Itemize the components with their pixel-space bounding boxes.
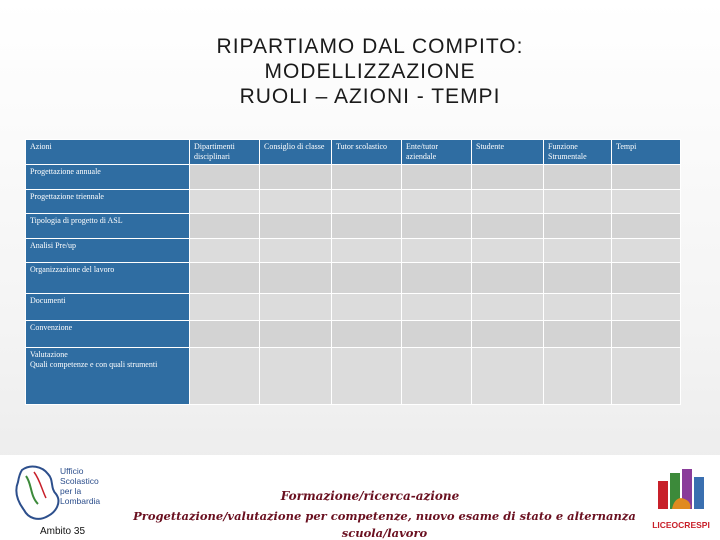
header-studente: Studente xyxy=(472,140,544,165)
table-cell[interactable] xyxy=(472,263,544,294)
table-cell[interactable] xyxy=(544,347,612,404)
liceo-crespi-logo xyxy=(650,465,712,535)
row-label: Analisi Pre/up xyxy=(26,238,190,263)
table-row xyxy=(26,165,681,190)
row-label: Tipologia di progetto di ASL xyxy=(26,214,190,239)
table-cell[interactable] xyxy=(332,320,402,347)
roles-actions-table xyxy=(25,139,681,405)
table-cell[interactable] xyxy=(544,165,612,190)
table-row xyxy=(26,238,681,263)
table-cell[interactable] xyxy=(612,214,681,239)
header-dipartimenti: Dipartimenti disciplinari xyxy=(190,140,260,165)
table-cell[interactable] xyxy=(190,263,260,294)
table-cell[interactable] xyxy=(190,214,260,239)
table-cell[interactable] xyxy=(402,165,472,190)
table-cell[interactable] xyxy=(260,347,332,404)
table-cell[interactable] xyxy=(472,320,544,347)
table-cell[interactable] xyxy=(472,189,544,214)
table-cell[interactable] xyxy=(544,320,612,347)
liceo-caption: LICEOCRESPI xyxy=(652,520,710,530)
table-cell[interactable] xyxy=(472,238,544,263)
table-cell[interactable] xyxy=(332,263,402,294)
table-cell[interactable] xyxy=(190,238,260,263)
table-cell[interactable] xyxy=(332,214,402,239)
header-tutor-scolastico: Tutor scolastico xyxy=(332,140,402,165)
row-label: Progettazione annuale xyxy=(26,165,190,190)
table-row xyxy=(26,263,681,294)
table-cell[interactable] xyxy=(190,189,260,214)
table-cell[interactable] xyxy=(402,320,472,347)
table-cell[interactable] xyxy=(544,294,612,321)
ufficio-line-3: per la xyxy=(60,486,82,496)
ufficio-scolastico-text xyxy=(60,466,120,506)
table-cell[interactable] xyxy=(612,189,681,214)
header-azioni: Azioni xyxy=(26,140,190,165)
row-label: Convenzione xyxy=(26,320,190,347)
table-cell[interactable] xyxy=(612,165,681,190)
table-cell[interactable] xyxy=(402,347,472,404)
footer-subheading: Progettazione/valutazione per competenze, nuovo esame di stato e alternanza scuola/lavoro xyxy=(133,509,636,540)
table-cell[interactable] xyxy=(612,347,681,404)
table-cell[interactable] xyxy=(332,189,402,214)
table-cell[interactable] xyxy=(260,263,332,294)
table-cell[interactable] xyxy=(612,320,681,347)
table-cell[interactable] xyxy=(260,214,332,239)
table-cell[interactable] xyxy=(190,320,260,347)
row-label: Organizzazione del lavoro xyxy=(26,263,190,294)
row-label: Valutazione Quali competenze e con quali strumenti xyxy=(26,347,190,404)
table-cell[interactable] xyxy=(190,347,260,404)
table-cell[interactable] xyxy=(332,347,402,404)
table-cell[interactable] xyxy=(472,294,544,321)
table-cell[interactable] xyxy=(402,238,472,263)
table-cell[interactable] xyxy=(190,165,260,190)
row-label: Documenti xyxy=(26,294,190,321)
table-row xyxy=(26,320,681,347)
table-cell[interactable] xyxy=(260,165,332,190)
table-cell[interactable] xyxy=(260,320,332,347)
table-cell[interactable] xyxy=(190,294,260,321)
table-cell[interactable] xyxy=(332,238,402,263)
ufficio-line-4: Lombardia xyxy=(60,496,101,506)
table-cell[interactable] xyxy=(544,263,612,294)
table-cell[interactable] xyxy=(612,294,681,321)
ufficio-line-2: Scolastico xyxy=(60,476,99,486)
table-row xyxy=(26,347,681,404)
table-cell[interactable] xyxy=(544,214,612,239)
table-cell[interactable] xyxy=(260,238,332,263)
ambito-label: Ambito 35 xyxy=(40,526,86,537)
header-funzione: Funzione Strumentale xyxy=(544,140,612,165)
header-ente-tutor: Ente/tutor aziendale xyxy=(402,140,472,165)
table-cell[interactable] xyxy=(260,189,332,214)
page-title xyxy=(120,34,620,109)
table-cell[interactable] xyxy=(544,238,612,263)
table-cell[interactable] xyxy=(472,214,544,239)
table-cell[interactable] xyxy=(260,294,332,321)
table-cell[interactable] xyxy=(332,294,402,321)
header-consiglio: Consiglio di classe xyxy=(260,140,332,165)
table-row xyxy=(26,189,681,214)
table-cell[interactable] xyxy=(612,263,681,294)
table-cell[interactable] xyxy=(544,189,612,214)
ufficio-line-1: Ufficio xyxy=(60,466,84,476)
footer-heading: Formazione/ricerca-azione xyxy=(280,489,460,503)
table-cell[interactable] xyxy=(472,347,544,404)
table-row xyxy=(26,214,681,239)
table-cell[interactable] xyxy=(332,165,402,190)
title-line-2: MODELLIZZAZIONE xyxy=(264,60,476,83)
table-cell[interactable] xyxy=(402,214,472,239)
row-label: Progettazione triennale xyxy=(26,189,190,214)
title-line-3: RUOLI – AZIONI - TEMPI xyxy=(239,85,501,108)
table-cell[interactable] xyxy=(402,263,472,294)
header-tempi: Tempi xyxy=(612,140,681,165)
table-row xyxy=(26,294,681,321)
table-cell[interactable] xyxy=(402,189,472,214)
title-line-1: RIPARTIAMO DAL COMPITO: xyxy=(216,35,524,58)
table-cell[interactable] xyxy=(402,294,472,321)
table-cell[interactable] xyxy=(472,165,544,190)
table-cell[interactable] xyxy=(612,238,681,263)
